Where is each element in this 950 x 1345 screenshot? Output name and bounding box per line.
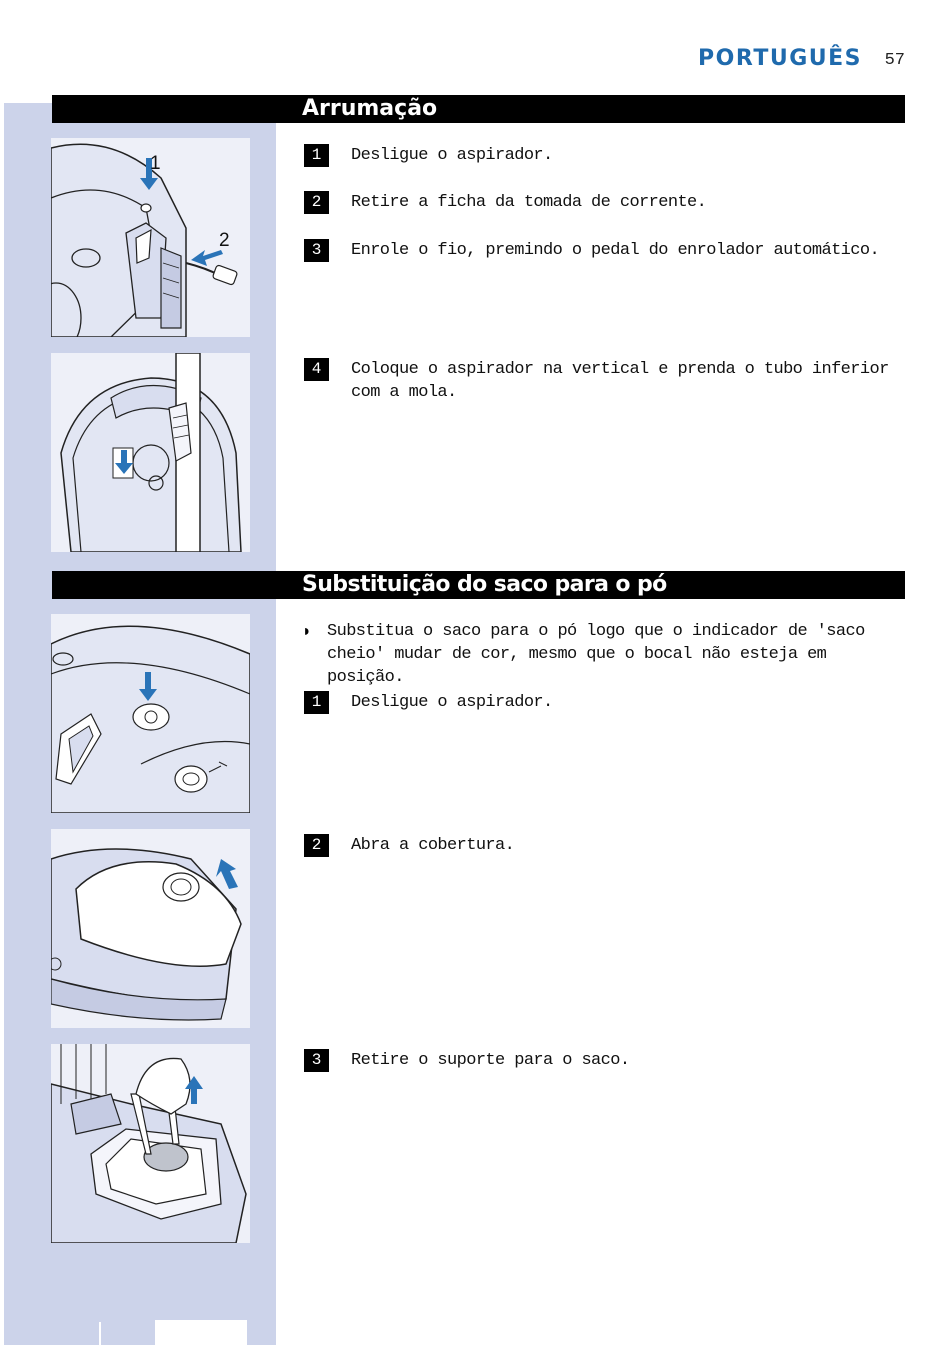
step-text: Enrole o fio, premindo o pedal do enrolador automático. xyxy=(351,241,880,260)
step-text: Desligue o aspirador. xyxy=(351,693,553,712)
step-text: Retire a ficha da tomada de corrente. xyxy=(351,193,707,212)
figure-pointer xyxy=(250,123,276,151)
page-number: 57 xyxy=(884,51,905,70)
figure-label-2: 2 xyxy=(219,230,230,251)
step-text: Abra a cobertura. xyxy=(351,836,515,855)
footer-mark xyxy=(99,1322,101,1345)
figure-pointer xyxy=(250,1044,276,1072)
bullet-icon: ◗ xyxy=(302,623,312,640)
footer-box xyxy=(155,1320,247,1345)
figure-open-cover xyxy=(51,829,250,1028)
step-number: 2 xyxy=(304,191,329,214)
section-title-bag: Substituição do saco para o pó xyxy=(302,572,667,597)
step-text: Retire o suporte para o saco. xyxy=(351,1051,630,1070)
step-number: 3 xyxy=(304,1049,329,1072)
section-title-storage: Arrumação xyxy=(302,96,438,121)
figure-bag-holder xyxy=(51,1044,250,1243)
step-number: 3 xyxy=(304,239,329,262)
step-number: 2 xyxy=(304,834,329,857)
bag-holder-illustration xyxy=(51,1044,250,1243)
language-label: PORTUGUÊS xyxy=(698,46,862,71)
step-number: 1 xyxy=(304,691,329,714)
figure-pointer xyxy=(250,599,276,627)
step-text: Coloque o aspirador na vertical e prenda o tubo inferior com a mola. xyxy=(351,360,889,402)
vacuum-cover-illustration xyxy=(51,829,250,1028)
figure-pointer xyxy=(250,835,276,863)
step-number: 1 xyxy=(304,144,329,167)
figure-switch-off xyxy=(51,614,250,813)
vacuum-upright-illustration xyxy=(51,353,250,552)
figure-upright xyxy=(51,353,250,552)
figure-unplug xyxy=(51,138,250,337)
step-text: Desligue o aspirador. xyxy=(351,146,553,165)
figure-label-1: 1 xyxy=(150,153,161,174)
figure-pointer xyxy=(250,353,276,381)
section-header-storage xyxy=(52,95,905,123)
vacuum-top-illustration xyxy=(51,614,250,813)
bullet-text: Substitua o saco para o pó logo que o indicador de 'saco cheio' mudar de cor, mesmo que o bocal não esteja em posição. xyxy=(327,622,865,687)
step-number: 4 xyxy=(304,358,329,381)
